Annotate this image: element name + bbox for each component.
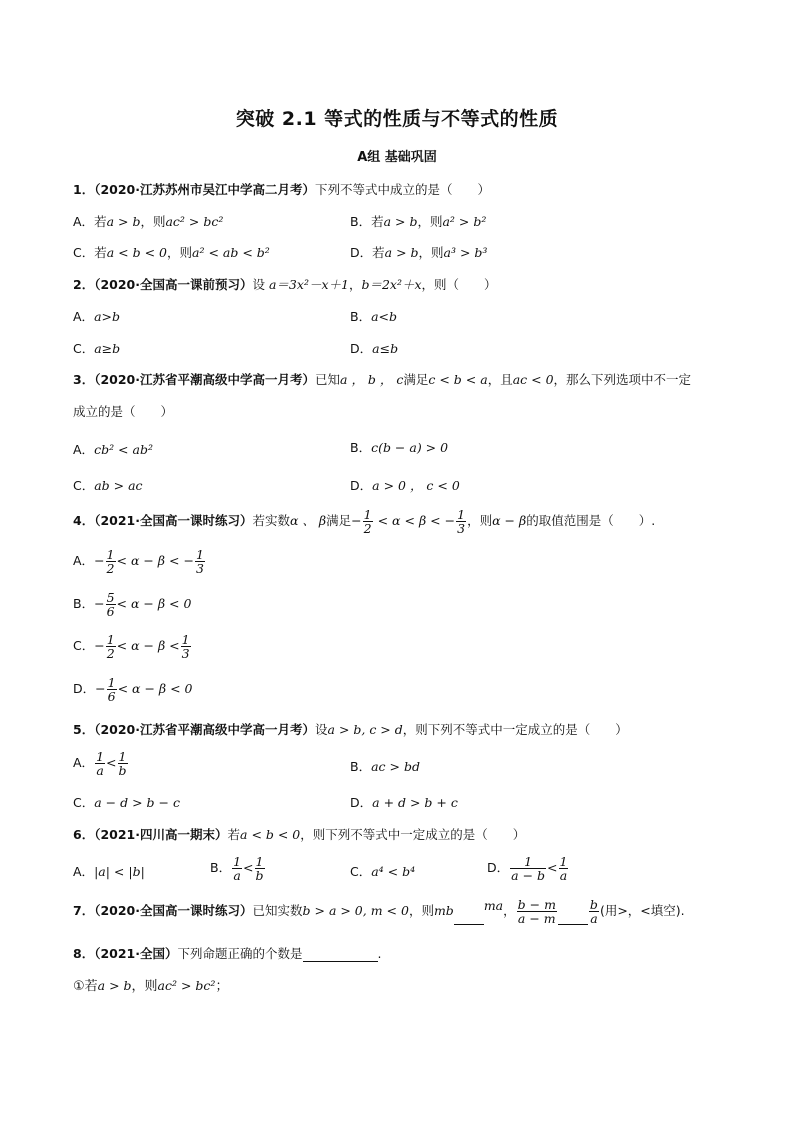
question-source: （2020·江苏省平潮高级中学高一月考）: [94, 372, 315, 387]
option-2b: B．a<b: [350, 309, 398, 324]
question-7: 7．（2020·全国高一课时练习）已知实数b > a > 0, m < 0，则mb $^{ma}$， $\frac{b - m}{a - m}$ $\frac{b}{a}$ (用>，<填空).: [73, 897, 685, 927]
option-5a: A． $\frac{1}{a}$ < $\frac{1}{b}$: [73, 749, 127, 779]
question-source: （2020·全国高一课前预习）: [94, 277, 253, 292]
option-1d: D．若a > b，则a³ > b³: [350, 245, 488, 260]
answer-blank[interactable]: [454, 912, 484, 925]
option-4a: A．− $\frac{1}{2}$ < α − β < − $\frac{1}{3}$: [73, 547, 204, 577]
option-1a: A．若a > b，则ac² > bc²: [73, 214, 224, 229]
option-6b: B． $\frac{1}{a}$ < $\frac{1}{b}$: [210, 854, 264, 884]
section-heading: A组 基础巩固: [357, 150, 437, 165]
question-source: （2020·全国高一课时练习）: [94, 903, 253, 919]
option-6d: D． $\frac{1}{a - b}$ < $\frac{1}{a}$: [487, 854, 568, 884]
question-3-line2: 成立的是（ ）: [73, 404, 174, 419]
question-4: 4．（2021·全国高一课时练习）若实数α 、 β满足− $\frac{1}{2}$ < α < β < − $\frac{1}{3}$ ，则α − β的取值范围是（ ）.: [73, 507, 656, 537]
question-5: 5．（2020·江苏省平潮高级中学高一月考）设a > b, c > d，则下列不等式中一定成立的是（ ）: [73, 722, 628, 737]
option-5b: B．ac > bd: [350, 759, 420, 774]
question-source: （2021·全国）: [94, 946, 178, 961]
question-3: 3．（2020·江苏省平潮高级中学高一月考）已知a ， b ， c满足c < b < a，且ac < 0，那么下列选项中不一定: [73, 372, 692, 387]
statement-1: ①若a > b，则ac² > bc²；: [73, 978, 229, 994]
option-6c: C．a⁴ < b⁴: [350, 864, 416, 879]
option-5c: C．a − d > b − c: [73, 795, 180, 810]
question-source: （2021·四川高一期末）: [94, 827, 228, 842]
option-3d: D．a > 0 ， c < 0: [350, 478, 460, 493]
option-4d: D．− $\frac{1}{6}$ < α − β < 0: [73, 675, 193, 705]
option-1c: C．若a < b < 0，则a² < ab < b²: [73, 245, 270, 260]
question-stem: 下列不等式中成立的是（ ）: [315, 182, 491, 197]
question-source: （2021·全国高一课时练习）: [94, 513, 253, 529]
question-2: 2．（2020·全国高一课前预习）设 a＝3x²－x＋1，b＝2x²＋x，则（ ）: [73, 277, 497, 292]
answer-blank[interactable]: [558, 912, 588, 925]
option-3a: A．cb² < ab²: [73, 442, 153, 457]
question-8: 8．（2021·全国）下列命题正确的个数是 .: [73, 946, 382, 961]
option-4b: B．− $\frac{5}{6}$ < α − β < 0: [73, 590, 192, 620]
option-6a: A．|a| < |b|: [73, 864, 145, 879]
question-source: （2020·江苏苏州市吴江中学高二月考）: [94, 182, 315, 197]
option-4c: C．− $\frac{1}{2}$ < α − β < $\frac{1}{3}$: [73, 632, 190, 662]
option-2a: A．a>b: [73, 309, 120, 324]
option-3b: B．c(b − a) > 0: [350, 440, 449, 455]
answer-blank[interactable]: [303, 949, 378, 962]
option-3c: C．ab > ac: [73, 478, 143, 493]
page-title: 突破 2.1 等式的性质与不等式的性质: [235, 108, 559, 130]
option-2d: D．a≤b: [350, 341, 399, 356]
question-1: [73, 180, 490, 198]
option-5d: D．a + d > b + c: [350, 795, 458, 810]
question-number: 1．: [73, 182, 95, 197]
option-1b: B．若a > b，则a² > b²: [350, 214, 487, 229]
question-6: 6．（2021·四川高一期末）若a < b < 0，则下列不等式中一定成立的是（ ）: [73, 827, 526, 842]
option-2c: C．a≥b: [73, 341, 121, 356]
question-source: （2020·江苏省平潮高级中学高一月考）: [94, 722, 315, 737]
